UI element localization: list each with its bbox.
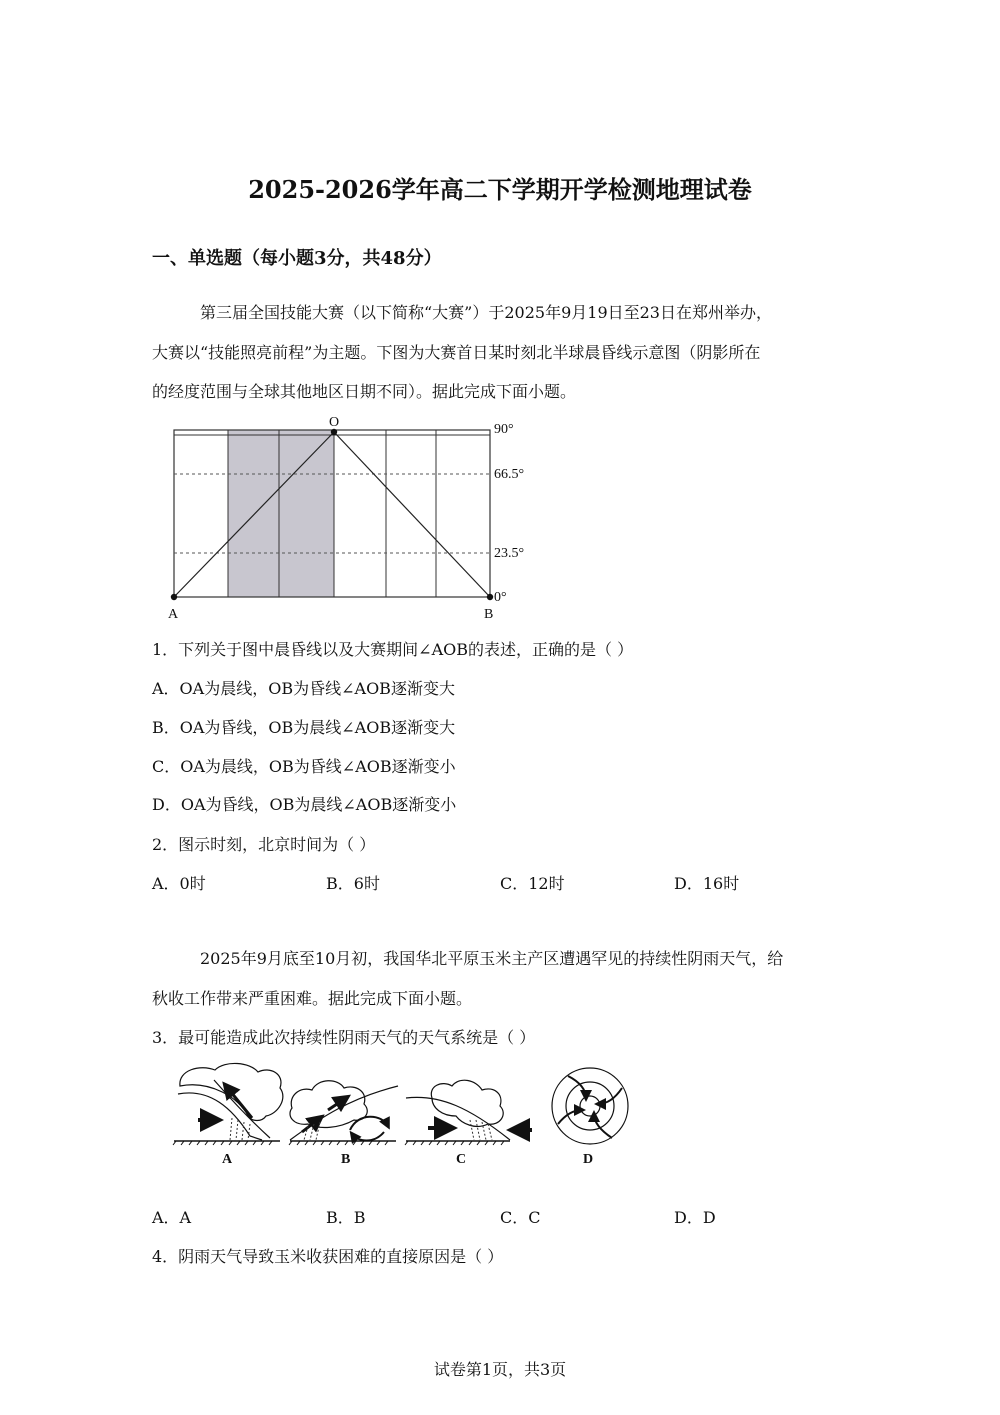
cyclone-diagram <box>552 1068 628 1144</box>
lat-90-label: 90° <box>494 422 514 437</box>
point-a-marker <box>171 594 177 600</box>
q2-option-b: B．6时 <box>326 874 380 893</box>
weather-systems-diagram <box>170 1058 640 1173</box>
lat-235-label: 23.5° <box>494 546 525 561</box>
terminator-diagram <box>160 410 540 625</box>
shaded-longitude-band <box>228 430 334 597</box>
q2-option-c: C．12时 <box>500 874 565 893</box>
inflow-arrow <box>558 1110 582 1124</box>
inflow-arrow <box>568 1076 586 1098</box>
inflow-arrow <box>598 1088 622 1104</box>
q2-option-a: A．0时 <box>152 874 206 893</box>
terminator-ob <box>334 432 490 597</box>
q3-option-c: C．C <box>500 1208 541 1227</box>
q1-option-a: A．OA为晨线，OB为昏线∠AOB逐渐变大 <box>152 679 455 698</box>
q3-option-b: B．B <box>326 1208 366 1227</box>
intro2-line1: 2025年9月底至10月初，我国华北平原玉米主产区遭遇罕见的持续性阴雨天气，给 <box>200 949 784 968</box>
point-o-label: O <box>329 415 340 430</box>
q3-option-a: A．A <box>152 1208 192 1227</box>
fig-label-d: D <box>583 1152 594 1167</box>
circulation-arrow <box>352 1132 384 1141</box>
q3-stem: 3．最可能造成此次持续性阴雨天气的天气系统是（ ） <box>152 1028 536 1047</box>
point-b-marker <box>487 594 493 600</box>
intro1-line1: 第三届全国技能大赛（以下简称“大赛”）于2025年9月19日至23日在郑州举办， <box>200 303 772 322</box>
point-a-label: A <box>168 607 179 622</box>
q4-stem: 4．阴雨天气导致玉米收获困难的直接原因是（ ） <box>152 1247 504 1266</box>
lat-665-label: 66.5° <box>494 467 525 482</box>
q1-option-d: D．OA为昏线，OB为晨线∠AOB逐渐变小 <box>152 795 457 814</box>
cold-front-diagram <box>173 1063 283 1145</box>
frontal-slope-diagram <box>289 1081 398 1145</box>
lat-0-label: 0° <box>494 590 507 605</box>
page-footer: 试卷第1页，共3页 <box>433 1360 567 1379</box>
fig-label-a: A <box>222 1152 233 1167</box>
page-title: 2025-2026学年高二下学期开学检测地理试卷 <box>248 175 752 204</box>
point-b-label: B <box>484 607 494 622</box>
q1-stem: 1．下列关于图中晨昏线以及大赛期间∠AOB的表述，正确的是（ ） <box>152 640 634 659</box>
q1-option-b: B．OA为昏线，OB为晨线∠AOB逐渐变大 <box>152 718 456 737</box>
fig-label-c: C <box>456 1152 467 1167</box>
cloud-shape <box>290 1081 367 1128</box>
intro1-line3: 的经度范围与全球其他地区日期不同）。据此完成下面小题。 <box>152 382 577 401</box>
q1-option-c: C．OA为晨线，OB为昏线∠AOB逐渐变小 <box>152 757 456 776</box>
cloud-shape <box>431 1080 503 1126</box>
intro1-line2: 大赛以“技能照亮前程”为主题。下图为大赛首日某时刻北半球晨昏线示意图（阴影所在 <box>152 343 761 362</box>
fig-label-b: B <box>341 1152 351 1167</box>
intro2-line2: 秋收工作带来严重困难。据此完成下面小题。 <box>152 989 473 1008</box>
section-heading: 一、单选题（每小题3分，共48分） <box>152 248 442 269</box>
q2-stem: 2．图示时刻，北京时间为（ ） <box>152 835 376 854</box>
stationary-front-diagram <box>405 1080 532 1145</box>
q2-option-d: D．16时 <box>674 874 740 893</box>
q3-option-d: D．D <box>674 1208 716 1227</box>
